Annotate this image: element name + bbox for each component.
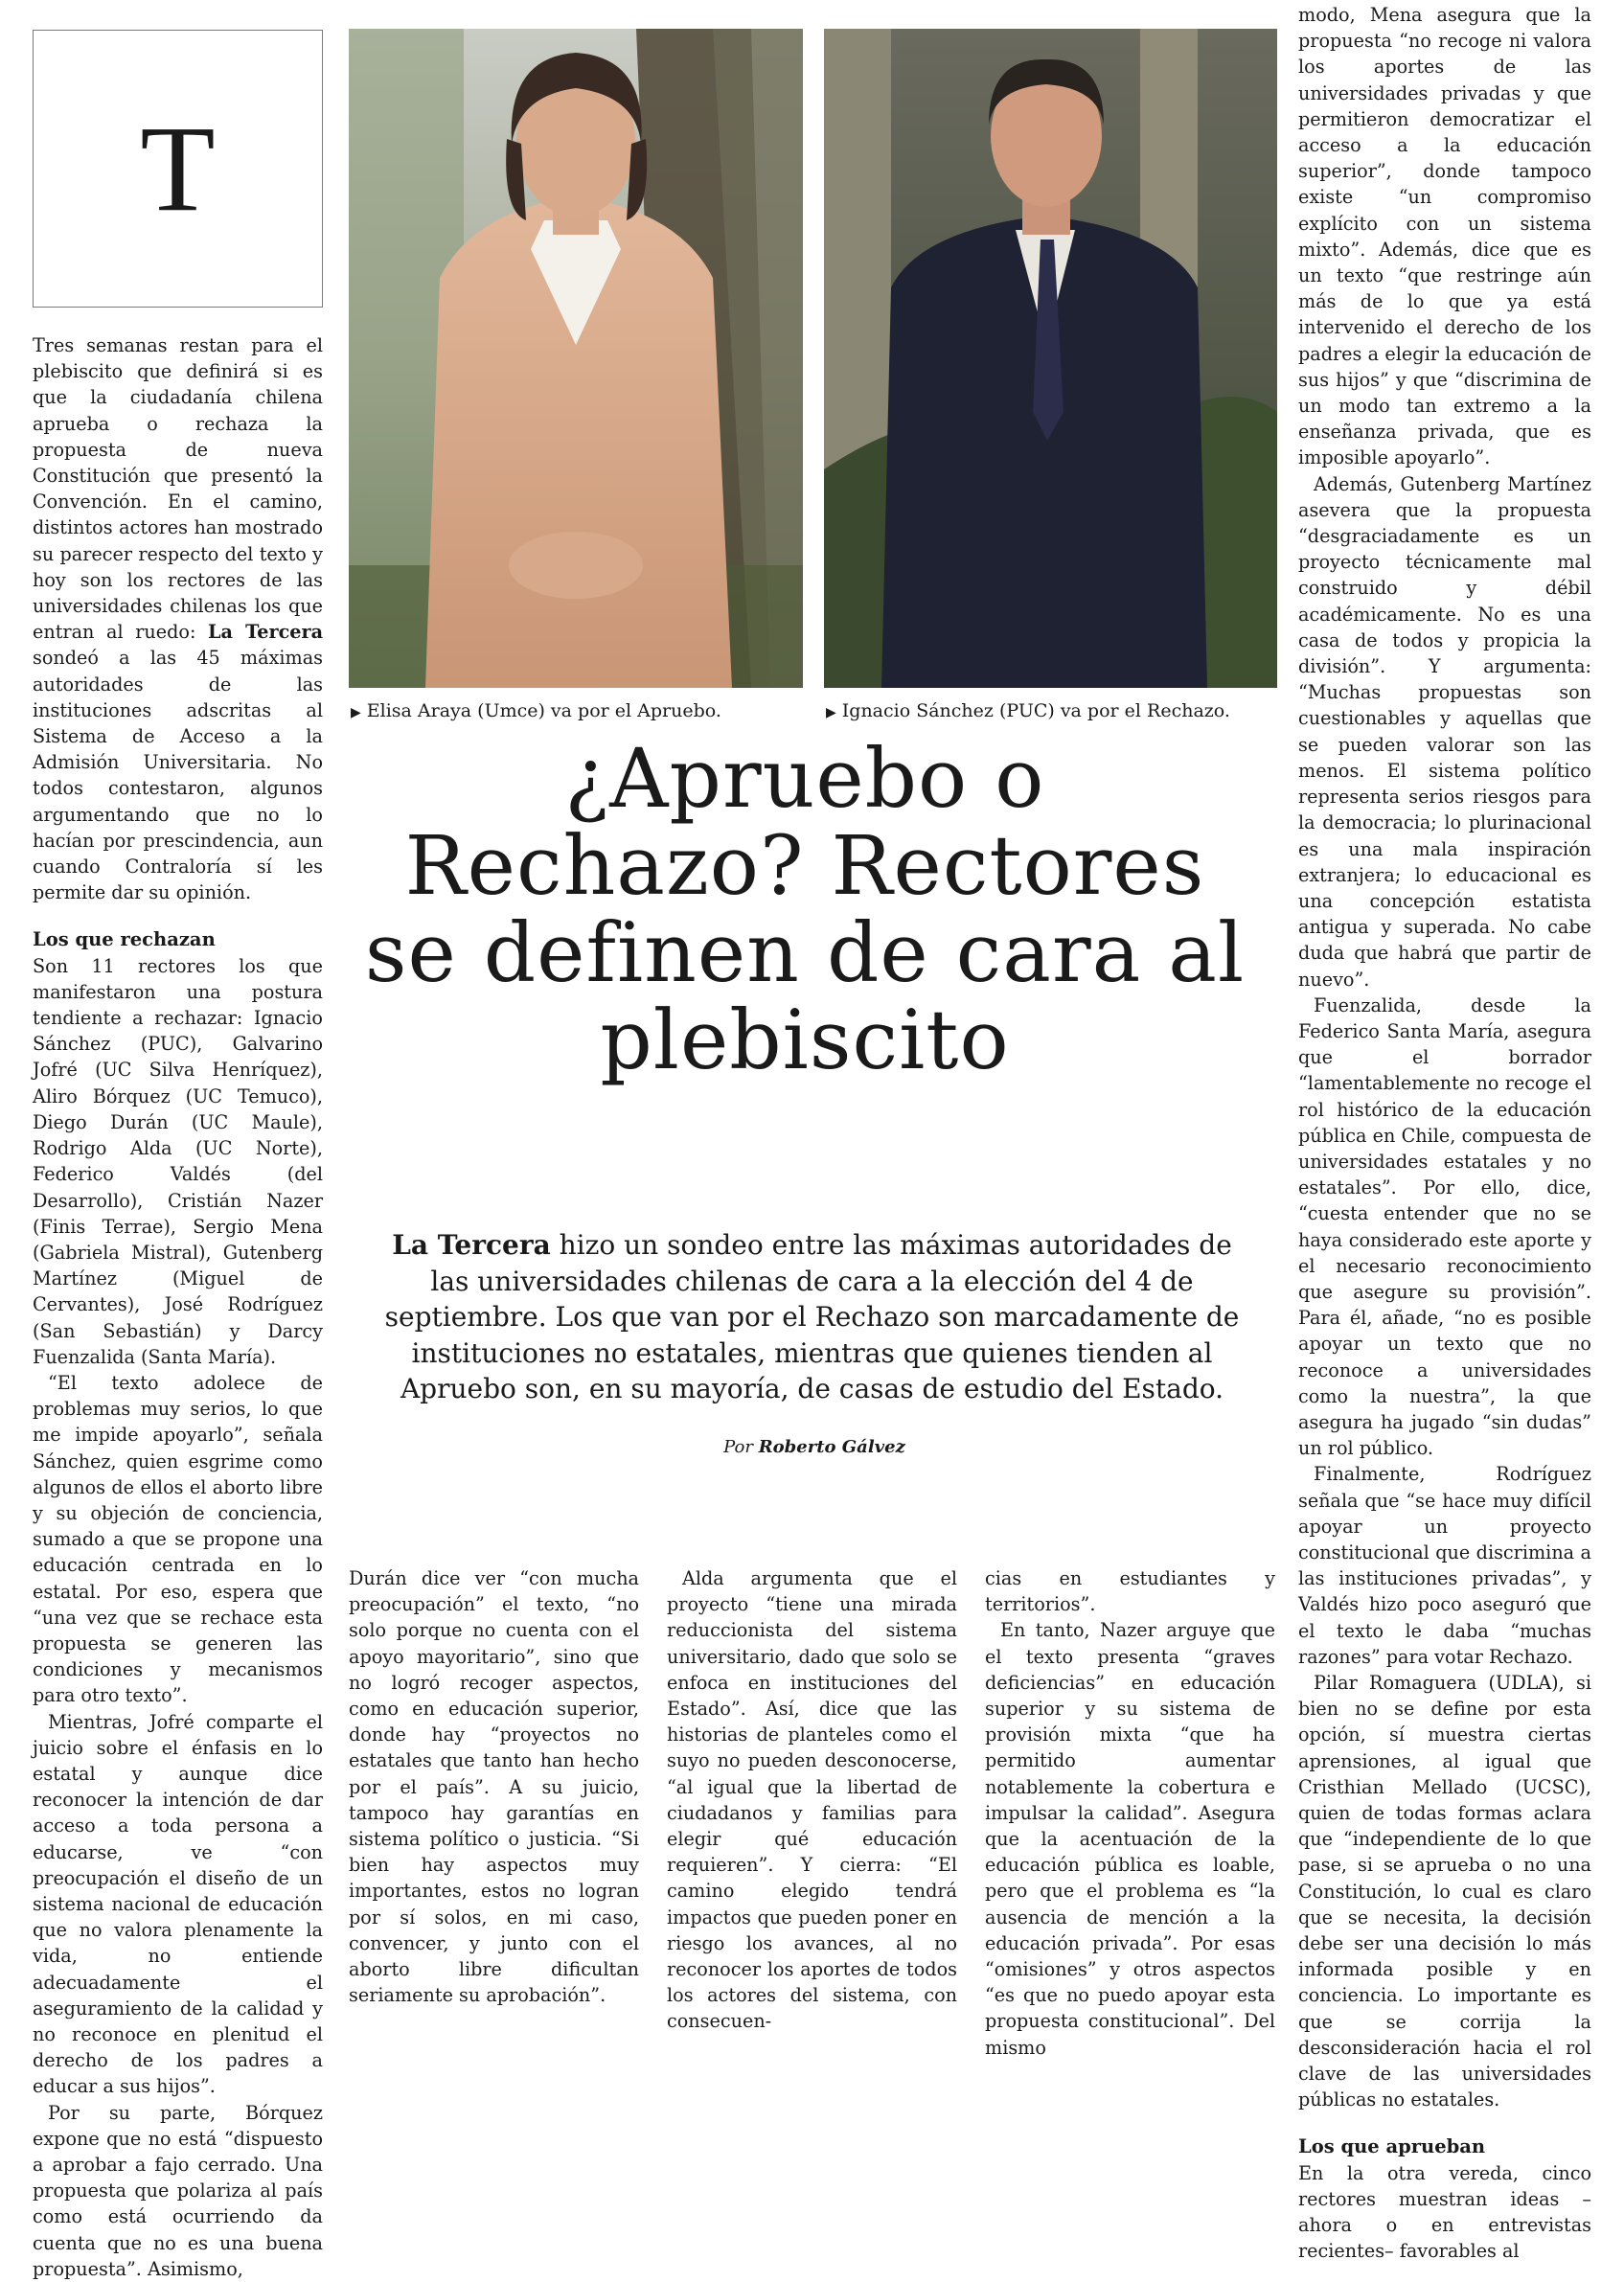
column-4 <box>985 1565 1275 2061</box>
intro-text-pre: Tres semanas restan para el plebiscito que definirá si es que la ciudadanía chilena aprueba o rechaza la propuesta de nueva Constitución que presentó la Convención. En el camino, distintos actores han mostrado su parecer respecto del texto y hoy son los rectores de las universidades chilenas los que entran al ruedo: <box>33 334 323 644</box>
paragraph: Finalmente, Rodríguez señala que “se hace muy difícil apoyar un proyecto constitucional que discrimina a las instituciones privadas”, y Valdés hizo poco aseguró que el texto le daba “muchas razones” para votar Rechazo. <box>1298 1463 1591 1668</box>
byline <box>671 1437 958 1457</box>
intro-text-post: sondeó a las 45 máximas autoridades de las instituciones adscritas al Sistema de Acceso a la Admisión Universitaria. No todos contestaron, algunos argumentando que no lo hacían por prescindencia, aun cuando Contraloría sí les permite dar su opinión. <box>33 647 323 904</box>
drop-letter: T <box>140 101 216 237</box>
intro-paragraph <box>33 332 323 905</box>
paragraph: Además, Gutenberg Martínez asevera que la propuesta “desgraciadamente es un proyecto técnicamente mal construido y débil académicamente. No es una casa de todos y propicia la división”. Y argumenta: “Muchas propuestas son cuestionables y aquellas que se pueden valorar son las menos. El sistema político representa serios riesgos para la democracia; lo plurinacional es una mala inspiración extranjera; lo educacional es una concepción estatista antigua y superada. No cabe duda que habrá que partir de nuevo”. <box>1298 472 1591 991</box>
paragraph: Mientras, Jofré comparte el juicio sobre el énfasis en lo estatal y aunque dice reconocer la intención de dar acceso a toda persona a educarse, ve “con preocupación el diseño de un sistema nacional de educación que no valora plenamente la vida, no entiende adecuadamente el aseguramiento de la calidad y no reconoce en plenitud el derecho de los padres a educar a sus hijos”. <box>33 1710 323 2098</box>
paragraph: En tanto, Nazer arguye que el texto presenta “graves deficiencias” en educación superior y su sistema de provisión mixta “que ha permitido aumentar notablemente la cobertura e impulsar la calidad”. Asegura que la acentuación de la educación pública es loable, pero que el problema es “la ausencia de mención a la educación privada”. Por esas “omisiones” y otros aspectos “es que no puedo apoyar esta propuesta constitucional”. Del mismo <box>985 1619 1275 2059</box>
photo-ignacio-sanchez <box>824 29 1277 688</box>
paragraph: Son 11 rectores los que manifestaron una postura tendiente a rechazar: Ignacio Sánchez (PUC), Galvarino Jofré (UC Silva Henríquez), Aliro Bórquez (UC Temuco), Diego Durán (UC Maule), Rodrigo Alda (UC Norte), Federico Valdés (del Desarrollo), Cristián Nazer (Finis Terrae), Sergio Mena (Gabriela Mistral), Gutenberg Martínez (Miguel de Cervantes), José Rodríguez (San Sebastián) y Darcy Fuenzalida (Santa María). <box>33 954 323 1368</box>
photo-elisa-araya-image <box>349 29 803 688</box>
paragraph: Durán dice ver “con mucha preocupación” el texto, “no solo porque no cuenta con el apoyo mayoritario”, sino que no logró recoger aspectos, como en educación superior, donde hay “proyectos no estatales que tanto han hecho por el país”. A su juicio, tampoco hay garantías en sistema político o justicia. “Si bien hay aspectos muy importantes, estos no logran por sí solos, en mi caso, convencer, y junto con el aborto libre dificultan seriamente su aprobación”. <box>349 1567 639 2007</box>
column-5 <box>1298 2 1591 2264</box>
byline-prefix: Por <box>723 1437 759 1457</box>
subhead-aprueban: Los que aprueban <box>1298 2135 1486 2158</box>
photo-elisa-araya-caption <box>351 699 721 724</box>
photo-ignacio-sanchez-caption <box>826 699 1230 724</box>
paragraph: modo, Mena asegura que la propuesta “no recoge ni valora los aportes de las universidades privadas y que permitieron democratizar el acceso a la educación superior”, donde tampoco existe “un compromiso explícito con un sistema mixto”. Además, dice que es un texto “que restringe aún más de lo que ya está intervenido el derecho de los padres a elegir la educación de sus hijos” y que “discrimina de un modo tan extremo a la enseñanza privada, que es imposible apoyarlo”. <box>1298 4 1591 469</box>
dek-text: hizo un sondeo entre las máximas autoridades de las universidades chilenas de cara a la elección del 4 de septiembre. Los que van por el Rechazo son marcadamente de instituciones no estatales, mientras que quienes tienden al Apruebo son, en su mayoría, de casas de estudio del Estado. <box>384 1229 1240 1404</box>
column-1 <box>33 332 323 2282</box>
subhead-rechazan: Los que rechazan <box>33 928 216 951</box>
photo-elisa-araya <box>349 29 803 688</box>
column-3 <box>667 1565 957 2035</box>
headline: ¿Apruebo o Rechazo? Rectores se definen de cara al plebiscito <box>364 732 1246 1088</box>
paragraph: Fuenzalida, desde la Federico Santa María, asegura que el borrador “lamentablemente no recoge el rol histórico de la educación pública en Chile, compuesta de universidades estatales y no estatales”. Por ello, dice, “cuesta entender que no se haya considerado este aporte y el necesario reconocimiento que asegure su provisión”. Para él, añade, “no es posible apoyar un texto que no reconoce a universidades como la nuestra”, la que asegura ha jugado “sin dudas” un rol público. <box>1298 993 1591 1460</box>
column-2 <box>349 1565 639 2008</box>
intro-publication-name: La Tercera <box>208 621 324 644</box>
dek-publication-name: La Tercera <box>392 1229 551 1261</box>
caption-arrow-icon: ▶ <box>826 705 836 720</box>
paragraph: En la otra vereda, cinco rectores muestran ideas –ahora o en entrevistas recientes– favorables al <box>1298 2161 1591 2263</box>
photo-ignacio-sanchez-image <box>824 29 1277 688</box>
caption-text: Elisa Araya (Umce) va por el Apruebo. <box>366 700 721 721</box>
drop-letter-box <box>33 30 323 308</box>
dek <box>378 1227 1246 1407</box>
caption-arrow-icon: ▶ <box>351 705 361 720</box>
paragraph: Pilar Romaguera (UDLA), si bien no se define por esta opción, sí muestra ciertas aprensiones, al igual que Cristhian Mellado (UCSC), quien de todas formas aclara que “independiente de lo que pase, si se aprueba o no una Constitución, lo cual es claro que se necesita, la decisión debe ser una decisión lo más informada posible y en conciencia. Lo importante es que se corrija la desconsideración hacia el rol clave de las universidades públicas no estatales. <box>1298 1672 1591 2111</box>
paragraph: Alda argumenta que el proyecto “tiene una mirada reduccionista del sistema universitario, dado que solo se enfoca en instituciones del Estado”. Así, dice que las historias de planteles como el suyo no pueden desconocerse, “al igual que la libertad de ciudadanos y familias para elegir qué educación requieren”. Y cierra: “El camino elegido tendrá impactos que pueden poner en riesgo los avances, al no reconocer los aportes de todos los actores del sistema, con consecuen- <box>667 1567 957 2033</box>
paragraph: Por su parte, Bórquez expone que no está “dispuesto a aprobar a fajo cerrado. Una propuesta que polariza al país como está ocurriendo da cuenta que no es una buena propuesta”. Asimismo, <box>33 2101 323 2280</box>
caption-text: Ignacio Sánchez (PUC) va por el Rechazo. <box>841 700 1230 721</box>
paragraph: cias en estudiantes y territorios”. <box>985 1567 1275 1616</box>
byline-author: Roberto Gálvez <box>758 1437 905 1457</box>
paragraph: “El texto adolece de problemas muy serios, lo que me impide apoyarlo”, señala Sánchez, quien esgrime como algunos de ellos el aborto libre y su objeción de conciencia, sumado a que se propone una educación centrada en lo estatal. Por eso, espera que “una vez que se rechace esta propuesta se generen las condiciones y mecanismos para otro texto”. <box>33 1371 323 1707</box>
